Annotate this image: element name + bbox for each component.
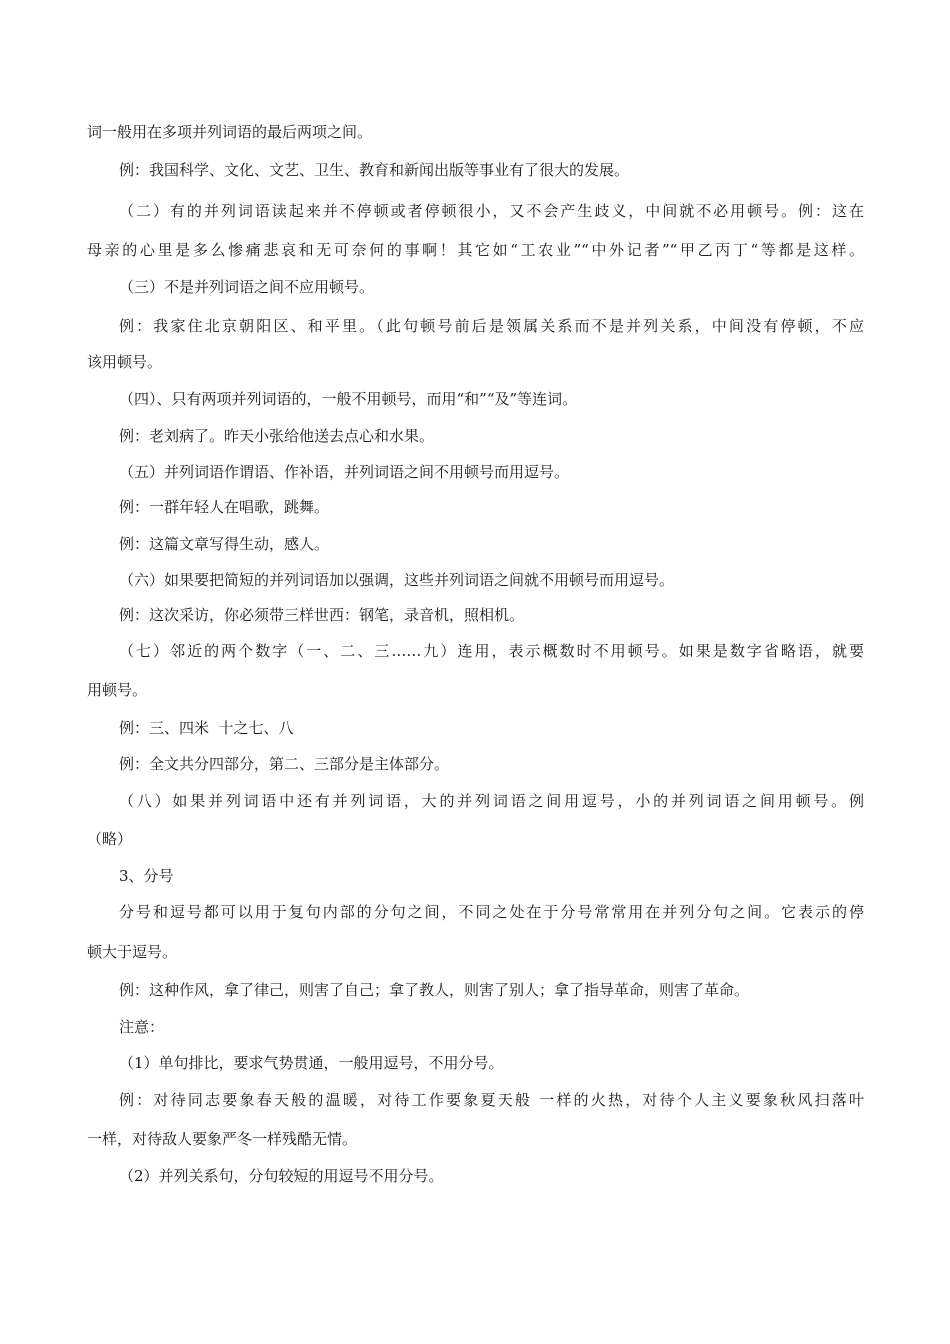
rule-8-line: （八）如果并列词语中还有并列词语，大的并列词语之间用逗号，小的并列词语之间用顿号。例 bbox=[119, 792, 864, 810]
rule-7-line: （七）邻近的两个数字（一、二、三……九）连用，表示概数时不用顿号。如果是数字省略语，就要 bbox=[119, 642, 864, 660]
example-line: 例：三、四米 十之七、八 bbox=[119, 719, 294, 737]
rule-2-continuation: 母亲的心里是多么惨痛悲哀和无可奈何的事啊！其它如“工农业”“中外记者”“甲乙丙丁“等都是这样。 bbox=[87, 241, 864, 259]
example-line: 例：这篇文章写得生动，感人。 bbox=[119, 535, 330, 553]
example-line: 例：这种作风，拿了律己，则害了自己；拿了教人，则害了别人；拿了指导革命，则害了革命。 bbox=[119, 981, 750, 999]
note-item-1: （1）单句排比，要求气势贯通，一般用逗号，不用分号。 bbox=[119, 1054, 504, 1072]
rule-8-continuation: （略） bbox=[87, 830, 133, 848]
example-continuation: 一样，对待敌人要象严冬一样残酷无情。 bbox=[87, 1130, 358, 1148]
example-line: 例：这次采访，你必须带三样世西：钢笔，录音机，照相机。 bbox=[119, 606, 525, 624]
rule-7-continuation: 用顿号。 bbox=[87, 681, 148, 699]
text-line-continuation: 词一般用在多项并列词语的最后两项之间。 bbox=[87, 123, 373, 141]
rule-4-line: （四）、只有两项并列词语的，一般不用顿号，而用“和”“及”等连词。 bbox=[119, 390, 578, 408]
note-label: 注意： bbox=[119, 1018, 165, 1036]
rule-2-line: （二）有的并列词语读起来并不停顿或者停顿很小，又不会产生歧义，中间就不必用顿号。例：这在 bbox=[119, 202, 864, 220]
example-line: 例：老刘病了。昨天小张给他送去点心和水果。 bbox=[119, 427, 435, 445]
rule-6-line: （六）如果要把简短的并列词语加以强调，这些并列词语之间就不用顿号而用逗号。 bbox=[119, 571, 675, 589]
example-line: 例：一群年轻人在唱歌，跳舞。 bbox=[119, 498, 330, 516]
section-heading-semicolon: 3、分号 bbox=[119, 867, 174, 885]
example-line: 例：对待同志要象春天般的温暖，对待工作要象夏天般 一样的火热，对待个人主义要象秋风扫落叶 bbox=[119, 1091, 864, 1109]
rule-3-line: （三）不是并列词语之间不应用顿号。 bbox=[119, 278, 375, 296]
example-continuation: 该用顿号。 bbox=[87, 353, 163, 371]
paragraph-continuation: 顿大于逗号。 bbox=[87, 943, 178, 961]
rule-5-line: （五）并列词语作谓语、作补语，并列词语之间不用顿号而用逗号。 bbox=[119, 463, 570, 481]
example-line: 例：我家住北京朝阳区、和平里。（此句顿号前后是领属关系而不是并列关系，中间没有停顿，不应 bbox=[119, 317, 864, 335]
note-item-2: （2）并列关系句，分句较短的用逗号不用分号。 bbox=[119, 1167, 444, 1185]
paragraph-line: 分号和逗号都可以用于复句内部的分句之间，不同之处在于分号常常用在并列分句之间。它表示的停 bbox=[119, 903, 864, 921]
example-line: 例：全文共分四部分，第二、三部分是主体部分。 bbox=[119, 755, 450, 773]
example-line: 例：我国科学、文化、文艺、卫生、教育和新闻出版等事业有了很大的发展。 bbox=[119, 161, 630, 179]
